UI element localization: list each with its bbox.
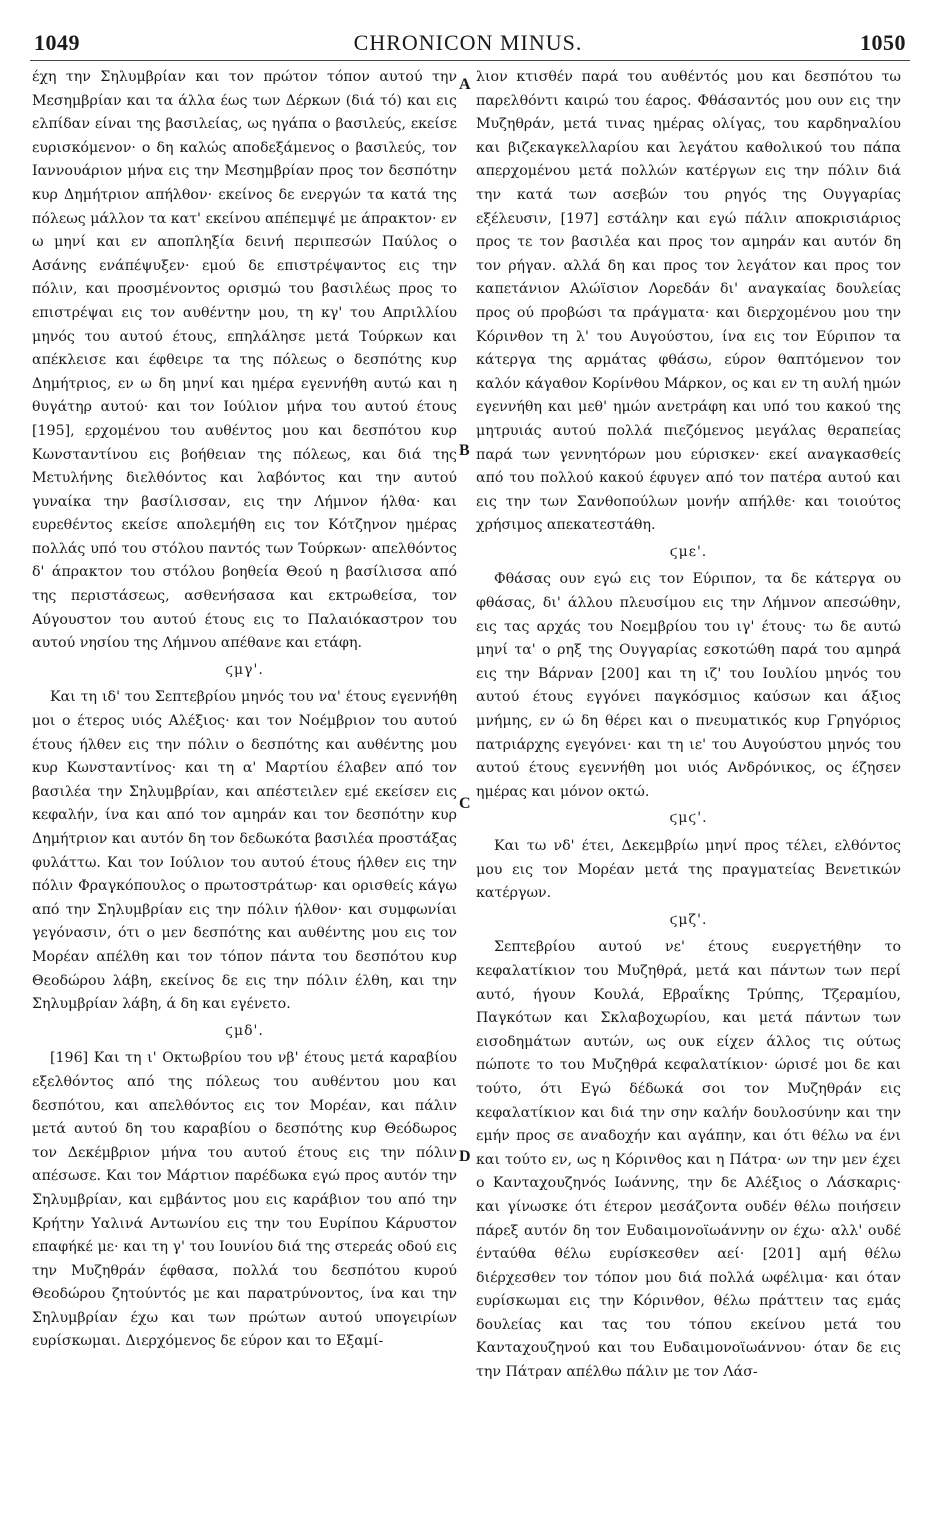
- paragraph: Σεπτεβρίου αυτού νε' έτους ευεργετήθην το κεφαλατίκιον του Μυζηθρά, μετά και πάντων των περί αυτό, ήγουν Κουλά, Εβραΐκης Τρύπης, Τζεραμίου, Παγκότων και Σκλαβοχωρίου, και μετά πάντων των εισοδημάτων αυτών, ως ουκ είχεν άλλος τις ούτως πώποτε το του Μυζηθρά κεφαλατίκιον· ώρισέ μοι δε και τούτο, ότι Εγώ δέδωκά σοι τον Μυζηθράν εις κεφαλατίκιον και διά την σην καλήν δουλοσύνην και την εμήν προς σε αναδοχήν και αγάπην, και ότι θέλω να ένι και τούτο εν, ως η Κόρινθος και η Πάτρα· ων την μεν έχει ο Κανταχουζηνός Ιωάννης, την δε Αλέξιος ο Λάσκαρις· και γίνωσκε ότι έτερον μεσάζοντα ουδέν θέλω ποιήσειν πάρεξ αυτόν δη τον Ευδαιμονοϊωάννην ον έχω· αλλ' ουδέ ένταύθα θέλω ευρίσκεσθεν αεί· [201] αμή θέλω διέρχεσθεν τον τόπον μου διά πολλά ωφέλιμα· και όταν ευρίσκωμαι εις την Κόρινθον, θέλω πράττειν τας εμάς δουλείας και τας του τόπου εκείνου μετά του Κανταχουζηνού και του Ευδαιμονοϊωάννου· όταν δε εις την Πάτραν απέλθω πάλιν με τον Λάσ-: [476, 939, 901, 1381]
- paragraph: Και τη ιδ' του Σεπτεβρίου μηνός του να' έτους εγεννήθη μοι ο έτερος υιός Αλέξιος· και τον Νοέμβριον του αυτού έτους ήλθεν εις την πόλιν ο δεσπότης και αυθέντης μου κυρ Κωνσταντίνος· και τη α' Μαρτίου έλαβεν από τον βασιλέα την Σηλυμβρίαν, και απέστειλεν εμέ εκείσεν εις κεφαλήν, ίνα και από τον αμηράν και τον δεσπότην κυρ Δημήτριον και αυτόν δη τον δεδωκότα βασιλέα προστάξας φυλάττω. Και τον Ιούλιον του αυτού έτους ήλθεν εις την πόλιν Φραγκόπουλος ο πρωτοστράτωρ· και ορισθείς κάγω από την Σηλυμβρίαν εις την πόλιν ήλθον· και συμφωνίαι γεγόνασιν, ότι ο μεν δεσπότης και αυθέντης μου εις τον Μορέαν απέλθη και τον τόπον πάντα του δεσπότου κυρ Θεοδώρου λάβη, εκείνος δε εις την πόλιν έλθη, και την Σηλυμβρίαν λάβη, ά δη και εγένετο.: [32, 689, 457, 1013]
- margin-letter-a: A: [459, 76, 471, 93]
- paragraph: έχη την Σηλυμβρίαν και τον πρώτον τόπον αυτού την Μεσημβρίαν και τα άλλα έως των Δέρκων (διά τό) και εις ελπίδαν είναι της βασιλείας, ως ηγάπα ο βασιλεύς, εκείσε ευρισκόμενον· ο δη καλώς αποδεξάμενος ο βασιλεύς, τον Ιαννουάριον μήνα εις την Μεσημβρίαν προς τον δεσπότην κυρ Δημήτριον απήλθον· εκείνος δε ενεργών τα κατά της πόλεως μάλλον τα κατ' εκείνου απέπεμψέ με άπρακτον· εν ω μηνί και εν αποπληξία δεινή περιπεσών Παύλος ο Ασάνης ενάπέψυξεν· εμού δε επιστρέψαντος εις την πόλιν, και προσμένοντος ορισμώ του βασιλέως προς το επιστρέψαι εις τον αυθέντην μου, τη κγ' του Απριλλίου μηνός του αυτού έτους, επηλάλησε μετά Τούρκων και απέκλεισε και έφθειρε τα της πόλεως ο δεσπότης κυρ Δημήτριος, εν ω δη μηνί και ημέρα εγεννήθη αυτώ και η θυγάτηρ αυτού· και τον Ιούλιον μήνα του αυτού έτους [195], ερχομένου του αυθέντος μου και δεσπότου κυρ Κωνσταντίνου εις βοήθειαν της πόλεως, και διά της Μετυλήνης διελθόντος και λαβόντος και την αυτού γυναίκα την βασίλισσαν, εις την Λήμνον ήλθα· και ευρεθέντος εκείσε απολεμήθη εις τον Κότζηνον ημέρας πολλάς υπό του στόλου παντός των Τούρκων· απελθόντος δ' άπρακτον του στόλου βοηθεία Θεού η βασίλισσα από της περιστάσεως, ασθενήσασα και εκτρωθείσα, τον Αύγουστον του αυτού έτους εις το Παλαιόκαστρον του αυτού νησίου της Λήμνου απέθανε και ετάφη.: [32, 69, 457, 652]
- section-heading: ϛμϛ'.: [669, 810, 708, 827]
- margin-letter-c: C: [459, 795, 471, 812]
- paragraph: λιον κτισθέν παρά του αυθέντός μου και δεσπότου τω παρελθόντι καιρώ του έαρος. Φθάσαντός μου ουν εις την Μυζηθράν, μετά τινας ημέρας ολίγας, του καρδηναλίου και βιζεκαγκελλαρίου και λεγάτου καθολικού του πάπα απερχομένου μετά πολλών κατέργων εις την πόλιν διά την κατά των ασεβών του ρηγός της Ουγγαρίας εξέλευσιν, [197] εστάλην και εγώ πάλιν αποκρισιάριος προς τε τον βασιλέα και προς τον αμηράν και αυτόν δη τον ρήγαν. αλλά δη και προς τον λεγάτον και προς τον καπετάνιον Αλώϊσιον Λορεδάν δι' αναγκαίας δουλείας προς ού προβώσι τα πράγματα· και διερχομένου μου την Κόρινθον τη λ' του Αυγούστου, ίνα εις τον Εύριπον τα κάτεργα της αρμάτας φθάσω, εύρον θαπτόμενον τον καλόν κάγαθον Κορίνθου Μάρκον, ος και εν τη αυλή ημών εγεννήθη και μεθ' ημών ανετράφη και υπό του κακού της μητρυιάς αυτού πολλά πιεζόμενος μεγάλας θεραπείας παρά των γεννητόρων μου εύρισκεν· εκεί αναγκασθείς από του πολλού κακού έφυγεν από τον πατέρα αυτού και εις την των Σανθοπούλων μονήν απήλθε· και τοιούτος χρήσιμος απεκατεστάθη.: [476, 69, 901, 534]
- section-heading: ϛμζ'.: [669, 911, 708, 928]
- page-number-left: 1049: [34, 30, 80, 55]
- paragraph: Φθάσας ουν εγώ εις τον Εύριπον, τα δε κάτεργα ου φθάσας, δι' άλλου πλευσίμου εις την Λήμνον απεσώθην, εις τας αρχάς του Νοεμβρίου του ιγ' έτους· τω δε αυτώ μηνί τα' ο ρηξ της Ουγγαρίας εσκοτώθη παρά του αμηρά εις την Βάρναν [200] και τη ιζ' του Ιουλίου μηνός του αυτού έτους εγγόνει παγκόσμιος καύσων και άξιος μνήμης, εν ώ δη θέρει και ο πνευματικός κυρ Γρηγόριος πατριάρχης εγεγόνει· και τη ιε' του Αυγούστου μηνός του αυτού έτους εγεννήθη μοι υιός Ανδρόνικος, ος έζησεν ημέρας και μόνον οκτώ.: [476, 571, 901, 800]
- right-column: [476, 66, 901, 1531]
- paragraph: [196] Και τη ι' Οκτωβρίου του νβ' έτους μετά καραβίου εξελθόντος από της πόλεως του αυθέντου μου και δεσπότου, και απελθόντος εις τον Μορέαν, και πάλιν μετά αυτού δη του καραβίου ο δεσπότης κυρ Θεόδωρος τον Δεκέμβριον μήνα του αυτού έτους εις την πόλιν απέσωσε. Και τον Μάρτιον παρέδωκα εγώ προς αυτόν την Σηλυμβρίαν, και εμβάντος μου εις καράβιον του από την Κρήτην Υαλινά Αντωνίου εις την του Ευρίπου Κάρυστον επαφήκέ με· και τη γ' του Ιουνίου διά της στερεάς οδού εις την Μυζηθράν έφθασα, πολλά του δεσπότου κυρού Θεοδώρου ζητούντός με και παρατρύνοντος, ίνα και την Σηλυμβρίαν έχω και των πρώτων αυτού υπογειρίων ευρίσκωμαι. Διερχόμενος δε εύρον και το Εξαμί-: [32, 1050, 457, 1350]
- paragraph: Και τω νδ' έτει, Δεκεμβρίω μηνί προς τέλει, ελθόντος μου εις τον Μορέαν μετά της πραγματείας Βενετικών κατέργων.: [476, 838, 901, 902]
- margin-letter-b: B: [459, 442, 470, 459]
- page-header: [30, 20, 906, 60]
- section-heading: ϛμδ'.: [225, 1022, 264, 1039]
- margin-letter-d: D: [459, 1148, 471, 1165]
- running-title: CHRONICON MINUS.: [353, 30, 583, 55]
- section-heading: ϛμε'.: [669, 543, 708, 560]
- left-column: [32, 66, 457, 1531]
- page-number-right: 1050: [860, 30, 906, 55]
- section-heading: ϛμγ'.: [225, 661, 264, 678]
- header-rule: [30, 60, 910, 61]
